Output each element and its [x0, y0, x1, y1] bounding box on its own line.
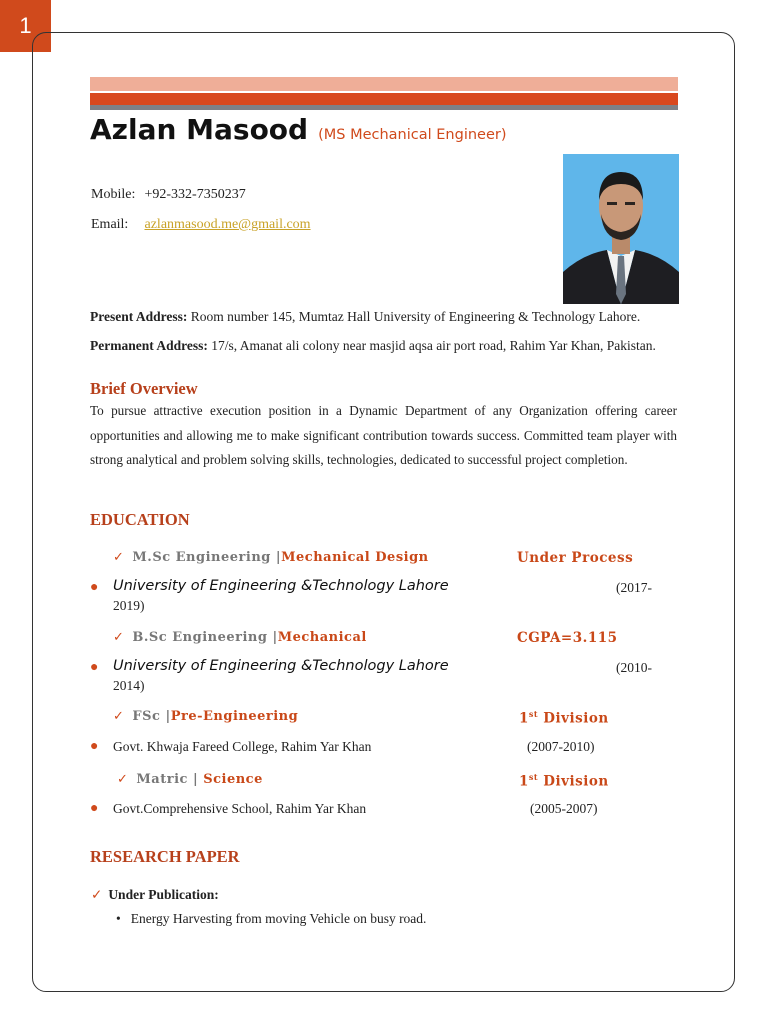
check-icon: ✓ [113, 550, 125, 565]
education-status-1: Under Process [517, 550, 634, 566]
education-status-4: 1st Division [519, 772, 609, 790]
education-years-start-1: (2017- [616, 580, 652, 595]
name-line [90, 113, 507, 146]
bullet-icon: • [116, 911, 121, 926]
profile-photo-graphic [563, 154, 679, 304]
present-address-value: Room number 145, Mumtaz Hall University of Engineering & Technology Lahore. [190, 309, 641, 324]
mobile-label: Mobile: [91, 187, 136, 202]
present-address-label: Present Address: [90, 309, 188, 324]
education-institution-2: University of Engineering &Technology Lahore [113, 658, 449, 674]
mobile-number: +92-332-7350237 [144, 187, 246, 202]
education-degree-2: ✓ B.Sc Engineering |Mechanical [113, 630, 367, 645]
education-status-2: CGPA=3.115 [517, 630, 618, 646]
permanent-address-line [90, 338, 656, 354]
education-years-4: (2005-2007) [530, 801, 598, 816]
header-bar-accent [90, 93, 678, 105]
research-heading: RESEARCH PAPER [90, 847, 240, 866]
research-subheading: ✓ Under Publication: [91, 887, 219, 903]
education-degree-3: ✓ FSc |Pre-Engineering [113, 709, 299, 724]
education-years-end-2: 2014) [113, 678, 145, 693]
education-status-3: 1st Division [519, 709, 609, 727]
bullet-icon: ● [90, 739, 99, 754]
profile-photo [563, 154, 679, 304]
check-icon: ✓ [113, 709, 125, 724]
candidate-name: Azlan Masood [90, 113, 309, 146]
check-icon: ✓ [117, 772, 129, 787]
education-degree-1: ✓ M.Sc Engineering |Mechanical Design [113, 550, 429, 565]
overview-text: To pursue attractive execution position in a Dynamic Department of any Organization offering career opportunities and allowing me to make significant contribution towards success. Committed team player with strong analytical and problem solving skills, technologies, dedicated to successful project completion. [90, 403, 677, 467]
research-item: • Energy Harvesting from moving Vehicle on busy road. [116, 911, 427, 926]
bullet-icon: ● [90, 660, 99, 675]
overview-heading: Brief Overview [90, 379, 198, 398]
bullet-icon: ● [90, 580, 99, 595]
education-institution-3: Govt. Khwaja Fareed College, Rahim Yar Khan [113, 739, 372, 754]
education-years-3: (2007-2010) [527, 739, 595, 754]
education-degree-4: ✓ Matric | Science [117, 772, 263, 787]
present-address-line [90, 309, 640, 325]
email-label: Email: [91, 217, 129, 232]
header-bar-grey [90, 105, 678, 110]
candidate-title: (MS Mechanical Engineer) [318, 127, 507, 143]
education-heading: EDUCATION [90, 510, 190, 529]
check-icon: ✓ [113, 630, 125, 645]
permanent-address-label: Permanent Address: [90, 338, 208, 353]
education-institution-4: Govt.Comprehensive School, Rahim Yar Khan [113, 801, 367, 816]
email-link[interactable]: azlanmasood.me@gmail.com [144, 217, 311, 232]
mobile-line [91, 187, 246, 203]
email-line [91, 217, 311, 233]
permanent-address-value: 17/s, Amanat ali colony near masjid aqsa air port road, Rahim Yar Khan, Pakistan. [211, 338, 656, 353]
education-years-end-1: 2019) [113, 598, 145, 613]
page-number: 1 [19, 13, 32, 38]
education-institution-1: University of Engineering &Technology Lahore [113, 578, 449, 594]
education-years-start-2: (2010- [616, 660, 652, 675]
bullet-icon: ● [90, 801, 99, 816]
header-bar-light [90, 77, 678, 91]
check-icon: ✓ [91, 887, 103, 903]
